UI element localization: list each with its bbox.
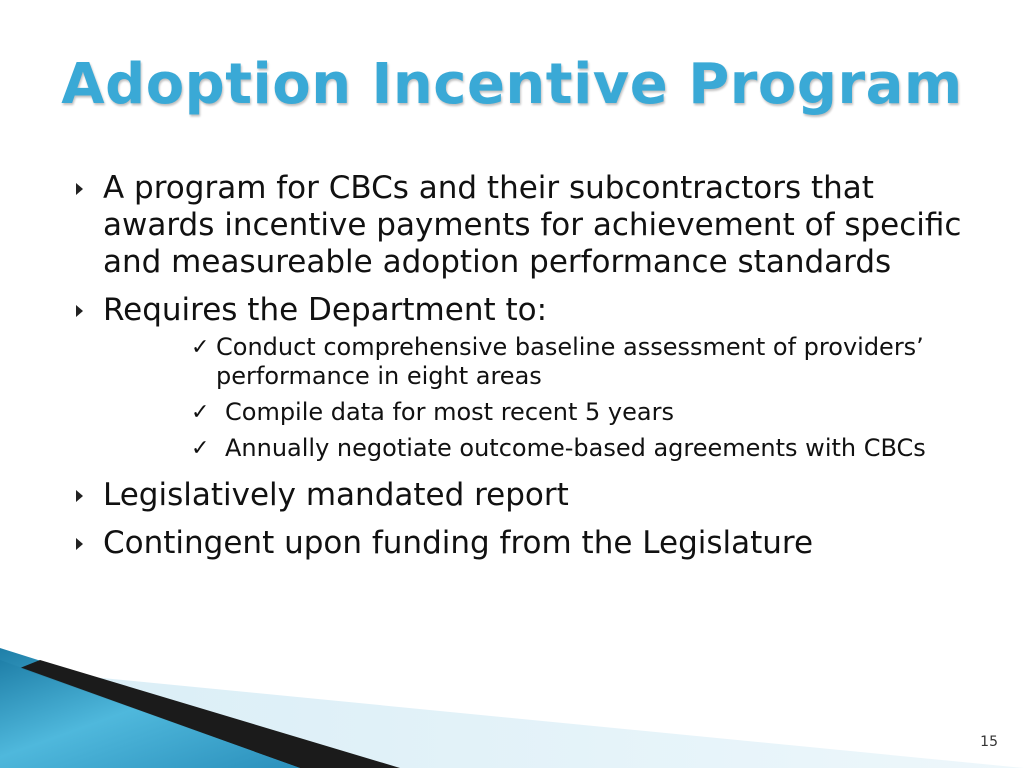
bullet-item — [74, 292, 974, 463]
sub-bullet-list — [103, 333, 974, 463]
bullet-list — [74, 170, 974, 573]
sub-bullet-item — [191, 398, 974, 427]
bullet-text: Legislatively mandated report — [103, 477, 569, 513]
page-number: 15 — [980, 734, 998, 750]
bullet-text: A program for CBCs and their subcontractors that awards incentive payments for achievement of specific and measureable adoption performance standards — [103, 170, 962, 280]
bullet-text: Requires the Department to: — [103, 292, 548, 328]
triangle-right-icon — [76, 305, 83, 317]
sub-bullet-item — [191, 434, 974, 463]
sub-bullet-text: Compile data for most recent 5 years — [225, 398, 674, 426]
slide-title: Adoption Incentive Program — [61, 52, 963, 117]
bullet-item — [74, 477, 974, 514]
sub-bullet-item — [191, 333, 974, 391]
triangle-right-icon — [76, 183, 83, 195]
bullet-item — [74, 170, 974, 281]
checkmark-icon: ✓ — [191, 335, 210, 360]
checkmark-icon: ✓ — [191, 436, 210, 461]
triangle-right-icon — [76, 490, 83, 502]
bullet-item — [74, 525, 974, 562]
sub-bullet-text: Annually negotiate outcome-based agreements with CBCs — [225, 434, 926, 462]
sub-bullet-text: Conduct comprehensive baseline assessment of providers’ performance in eight areas — [216, 333, 924, 390]
checkmark-icon: ✓ — [191, 400, 210, 425]
triangle-right-icon — [76, 538, 83, 550]
bullet-text: Contingent upon funding from the Legislature — [103, 525, 814, 561]
